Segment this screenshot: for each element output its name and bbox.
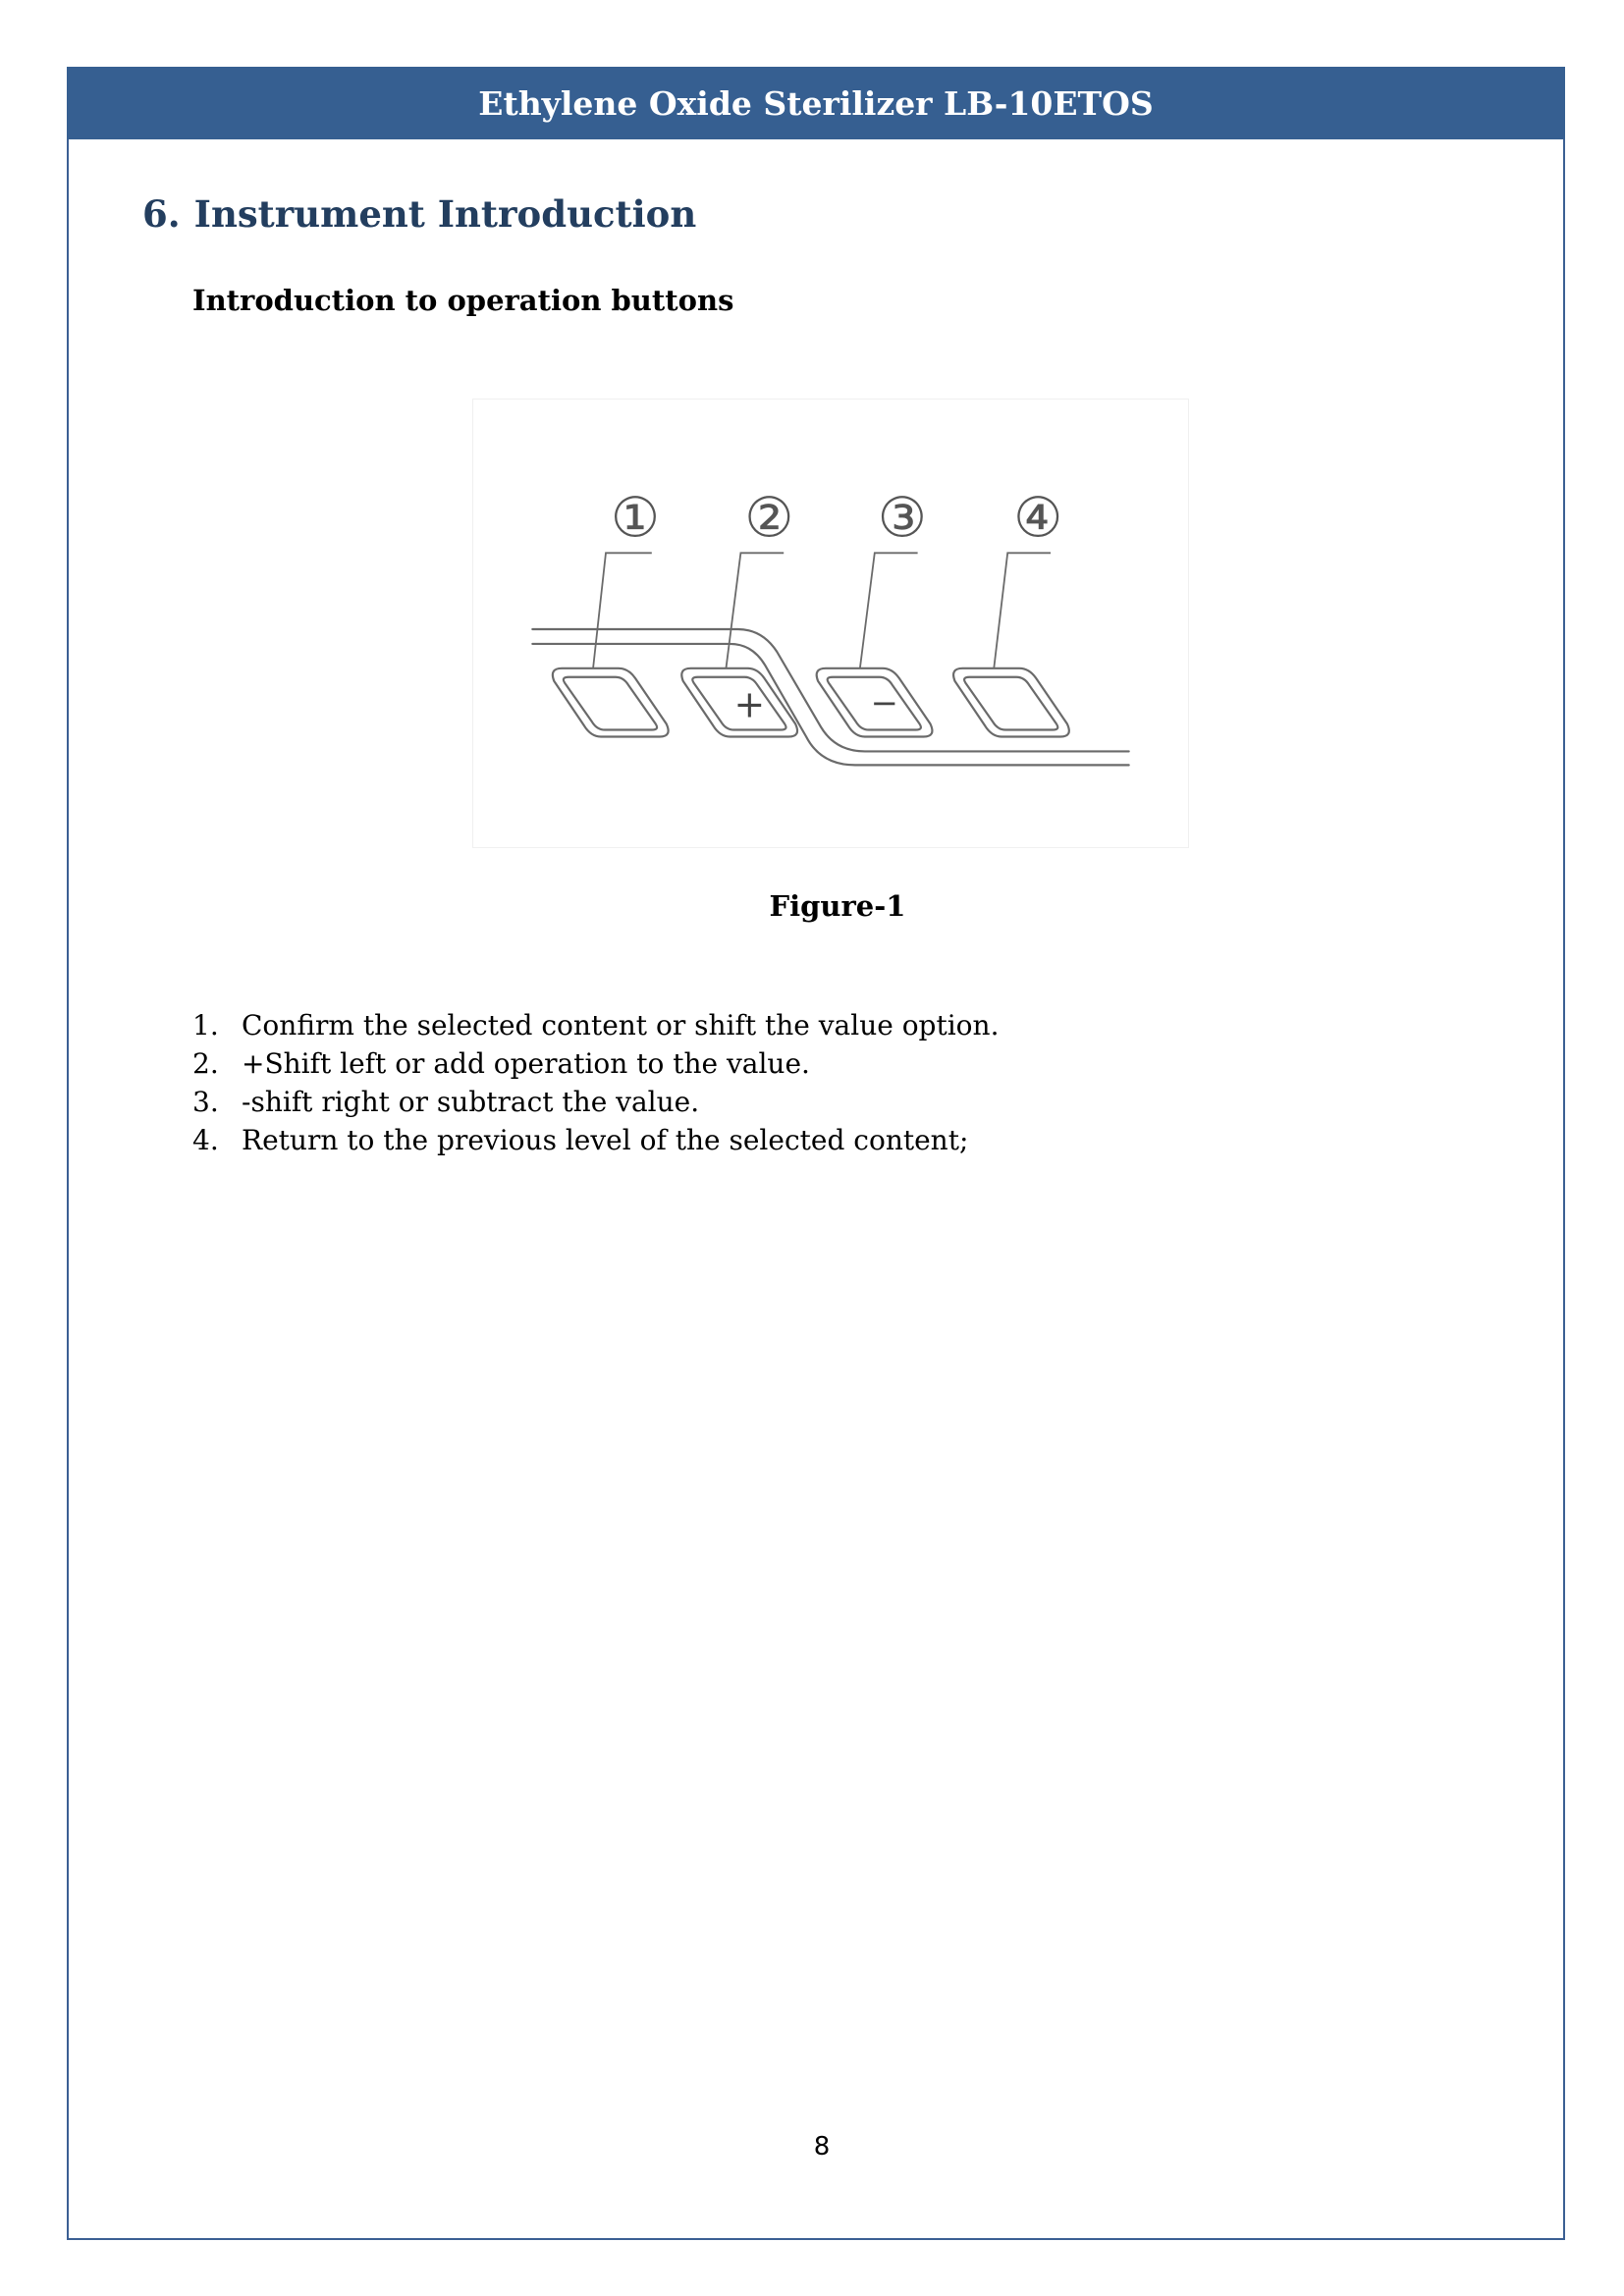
callout-3: ③ [877,486,927,551]
list-item [192,1006,999,1044]
section-number: 6. [142,192,181,236]
list-item-text: -shift right or subtract the value. [242,1086,700,1118]
page-number: 8 [813,2132,831,2162]
figure-caption: Figure-1 [769,889,906,923]
list-item [192,1083,999,1121]
button-description-list [192,1006,999,1159]
button-1 [553,668,669,737]
list-item-number: 1. [192,1009,219,1041]
panel-edge-upper-line [532,629,1128,751]
section-heading [142,192,696,236]
section-title: Instrument Introduction [193,192,697,236]
callout-1: ① [610,486,660,551]
button-3-minus-symbol: − [870,683,898,722]
button-2-plus-symbol: + [733,682,766,726]
list-item [192,1044,999,1083]
document-title: Ethylene Oxide Sterilizer LB-10ETOS [478,83,1154,123]
leader-line-4 [994,553,1051,667]
button-panel-diagram [473,400,1188,847]
list-item-text: Return to the previous level of the selected content; [242,1124,969,1156]
leader-line-3 [860,553,918,667]
callout-2: ② [744,486,794,551]
document-header [67,67,1565,139]
leader-line-1 [593,553,652,667]
list-item-number: 2. [192,1047,219,1080]
list-item-text: Confirm the selected content or shift the value option. [242,1009,1000,1041]
subsection-heading: Introduction to operation buttons [192,284,734,317]
callout-4: ④ [1013,486,1063,551]
list-item-text: +Shift left or add operation to the value. [242,1047,810,1080]
button-panel-figure [472,399,1189,848]
list-item-number: 4. [192,1124,219,1156]
leader-line-2 [726,553,784,667]
panel-edge-lower-line [532,644,1128,765]
button-4 [953,668,1069,737]
list-item-number: 3. [192,1086,219,1118]
list-item [192,1121,999,1159]
